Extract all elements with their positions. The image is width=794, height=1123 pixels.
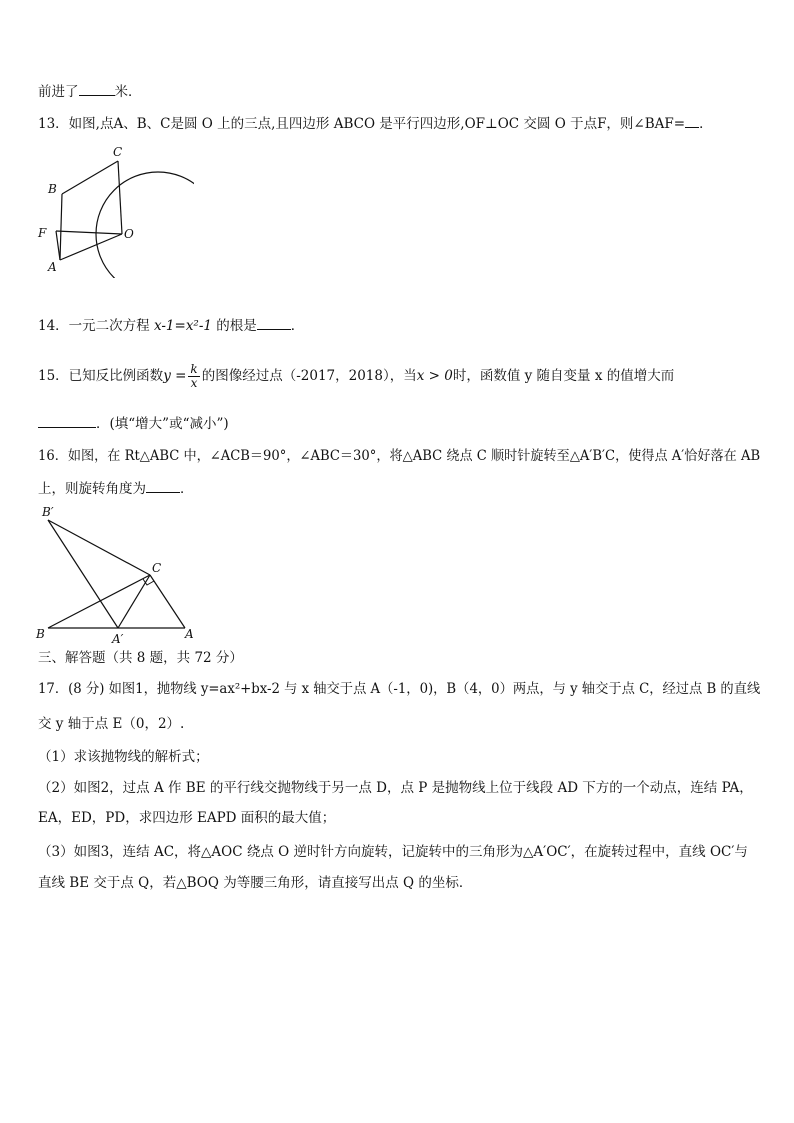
q16-line2-after: ．: [180, 481, 194, 497]
q17-line2: [38, 714, 184, 734]
q13-text-after: ．: [699, 116, 713, 132]
q15-suffix: 时，函数值 y 随自变量 x 的值增大而: [452, 368, 675, 384]
q14-equation: x-1=x²-1: [153, 318, 212, 334]
q13-segment-ba: [60, 194, 62, 260]
q15-blank: [38, 413, 96, 428]
q17-part1-text: （1）求该抛物线的解析式；: [38, 749, 209, 765]
q14-suffix: 的根是: [212, 318, 257, 334]
q17-part3-line2-text: 直线 BE 交于点 Q，若△BOQ 为等腰三角形，请直接写出点 Q 的坐标．: [38, 875, 473, 891]
q13-question: [38, 113, 713, 134]
section-title-text: 三、解答题（共 8 题，共 72 分）: [38, 650, 243, 666]
q15-prefix: 15．已知反比例函数: [38, 368, 164, 384]
q17-line1: [38, 679, 760, 699]
q15-condition: x > 0: [416, 368, 453, 384]
q12-text-before: 前进了: [38, 84, 79, 100]
q16-label-bprime: B′: [42, 505, 54, 519]
q15-frac-num: k: [190, 362, 198, 376]
q17-part2-line1-text: （2）如图2，过点 A 作 BE 的平行线交抛物线于另一点 D，点 P 是抛物线上位于线段 AD 下方的一个动点，连结 PA，: [38, 780, 753, 796]
q17-part2-line2: [38, 808, 335, 828]
q16-segment-c-a: [150, 575, 185, 628]
q16-line2-before: 上，则旋转角度为: [38, 481, 146, 497]
q14-prefix: 14．一元二次方程: [38, 318, 154, 334]
q14-blank: [257, 315, 291, 330]
q12-blank: [79, 81, 115, 96]
q16-line2: [38, 478, 194, 499]
q12-tail: [38, 81, 142, 102]
q16-line1-text: 16．如图，在 Rt△ABC 中，∠ACB＝90°，∠ABC＝30°，将△ABC 绕点 C 顺时针旋转至△A′B′C，使得点 A′恰好落在 AB: [38, 448, 761, 464]
q17-line1-text: 17．(8 分) 如图1，抛物线 y=ax²+bx-2 与 x 轴交于点 A（-1，0)，B（4，0）两点，与 y 轴交于点 C，经过点 B 的直线: [38, 681, 761, 697]
q15-func-y: y =: [163, 368, 187, 384]
q17-part3-line1: [38, 842, 748, 862]
q13-label-o: O: [124, 227, 134, 241]
q16-line1: [38, 446, 760, 466]
q15-answer-line: [38, 413, 229, 434]
q13-circle: [96, 172, 194, 278]
q16-label-b: B: [36, 627, 45, 641]
q13-label-c: C: [113, 145, 123, 159]
q13-segment-fa: [56, 231, 60, 260]
q16-label-c: C: [152, 561, 162, 575]
q17-part1: [38, 747, 209, 767]
q17-part2-line1: [38, 778, 753, 798]
q14-question: [38, 315, 304, 336]
q13-figure: [34, 143, 194, 278]
q17-part3-line1-text: （3）如图3，连结 AC，将△AOC 绕点 O 逆时针方向旋转，记旋转中的三角形为△A′OC′，在旋转过程中，直线 OC′与: [38, 844, 748, 860]
q16-segment-bprime-aprime: [48, 520, 118, 628]
q13-text: 13．如图,点A、B、C是圆 O 上的三点,且四边形 ABCO 是平行四边形,OF⊥OC 交圆 O 于点F，则∠BAF=: [38, 116, 686, 132]
q17-line2-text: 交 y 轴于点 E（0，2）.: [38, 716, 185, 732]
section-title: [38, 648, 243, 668]
q16-label-a: A: [185, 627, 194, 641]
q16-figure: [30, 500, 210, 648]
q16-label-aprime: A′: [112, 632, 124, 646]
q16-blank: [146, 478, 180, 493]
q13-blank: [685, 113, 699, 128]
q15-frac-den: x: [190, 376, 198, 390]
q13-label-a: A: [48, 260, 57, 274]
q13-segment-oc: [118, 161, 122, 234]
q17-part2-line2-text: EA，ED，PD，求四边形 EAPD 面积的最大值；: [38, 810, 336, 826]
q16-segment-bprime-c: [48, 520, 150, 575]
q15-fraction: [188, 363, 199, 390]
q15-question: [38, 361, 674, 391]
q13-label-f: F: [38, 226, 47, 240]
q15-fill-hint: ．(填“增大”或“减小”): [96, 416, 229, 432]
q14-end: ．: [290, 318, 305, 334]
q13-segment-ao: [60, 234, 122, 260]
q12-text-after: 米．: [114, 84, 142, 100]
q15-middle: 的图像经过点（-2017，2018），当: [201, 368, 417, 384]
q13-segment-cb: [62, 161, 118, 194]
q13-segment-of: [56, 231, 122, 234]
q13-label-b: B: [48, 182, 57, 196]
q17-part3-line2: [38, 873, 472, 893]
